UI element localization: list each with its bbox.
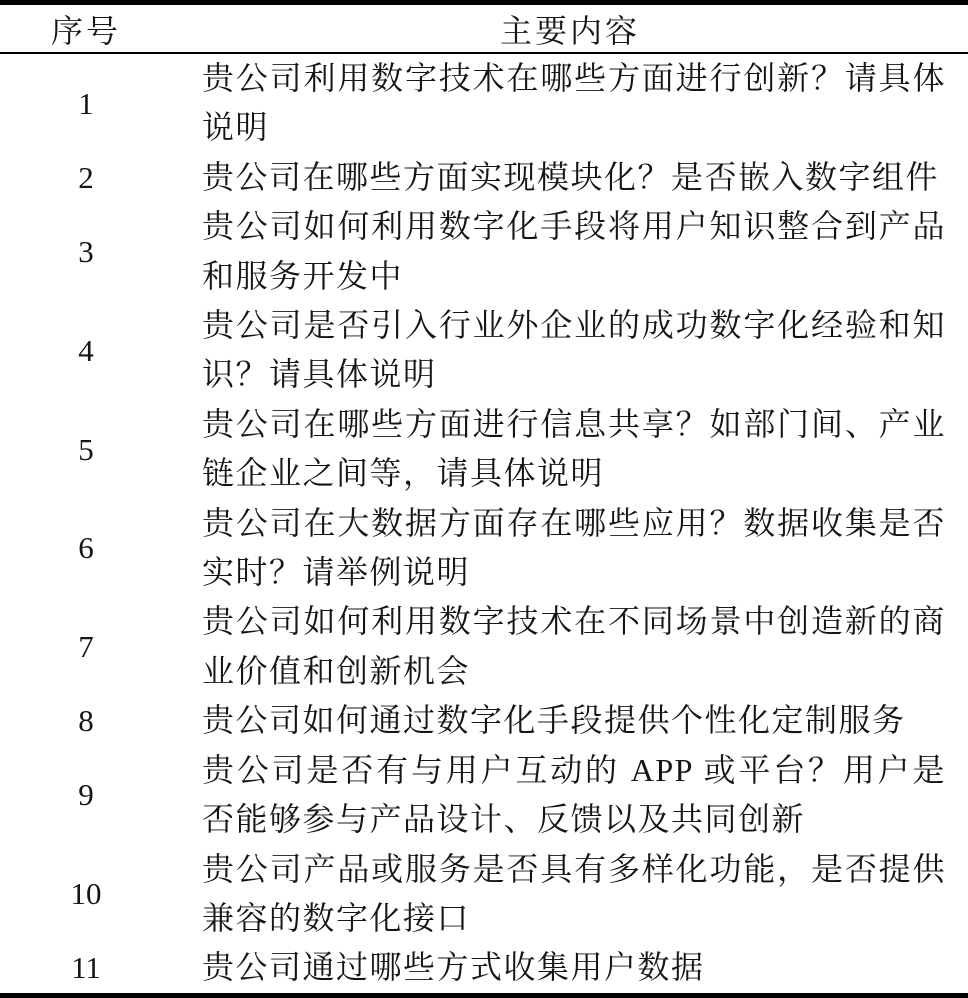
table-row (0, 746, 968, 845)
col-header-index: 序号 (0, 5, 172, 53)
row-content-cell: 贵公司在哪些方面实现模块化？是否嵌入数字组件 (202, 158, 940, 195)
row-index-cell: 8 (78, 703, 94, 739)
row-content-cell: 贵公司如何通过数字化手段提供个性化定制服务 (202, 702, 906, 739)
row-index-cell: 4 (78, 332, 94, 368)
row-content-cell: 贵公司在哪些方面进行信息共享？如部门间、产业链企业之间等，请具体说明 (202, 405, 946, 492)
table-row (0, 153, 968, 202)
row-index-cell: 6 (78, 530, 94, 566)
table-row (0, 696, 968, 745)
header-row (0, 5, 968, 53)
row-content-cell: 贵公司是否引入行业外企业的成功数字化经验和知识？请具体说明 (202, 307, 946, 393)
table-row (0, 845, 968, 944)
row-index-cell: 3 (78, 233, 94, 269)
row-content-cell: 贵公司如何利用数字化手段将用户知识整合到产品和服务开发中 (202, 208, 946, 294)
row-index-cell: 9 (78, 777, 94, 813)
row-index-cell: 1 (78, 85, 94, 121)
row-content-cell: 贵公司在大数据方面存在哪些应用？数据收集是否实时？请举例说明 (202, 504, 946, 591)
table-row (0, 943, 968, 992)
row-content-cell: 贵公司是否有与用户互动的 APP 或平台？用户是否能够参与产品设计、反馈以及共同创新 (202, 751, 946, 838)
row-content-cell: 贵公司产品或服务是否具有多样化功能，是否提供兼容的数字化接口 (202, 850, 946, 936)
row-index-cell: 2 (78, 159, 94, 195)
row-index-cell: 5 (78, 431, 94, 467)
row-content-cell: 贵公司如何利用数字技术在不同场景中创造新的商业价值和创新机会 (202, 603, 946, 689)
table-row (0, 202, 968, 301)
table-row (0, 53, 968, 153)
row-content-cell: 贵公司利用数字技术在哪些方面进行创新？请具体说明 (202, 60, 946, 146)
col-header-content: 主要内容 (172, 5, 968, 53)
table-row (0, 597, 968, 696)
questions-table (0, 5, 968, 993)
row-index-cell: 7 (78, 629, 94, 665)
table-row (0, 301, 968, 400)
row-index-cell: 11 (71, 950, 101, 986)
table-row (0, 499, 968, 598)
row-index-cell: 10 (70, 876, 102, 912)
table-row (0, 400, 968, 499)
row-content-cell: 贵公司通过哪些方式收集用户数据 (202, 949, 705, 986)
